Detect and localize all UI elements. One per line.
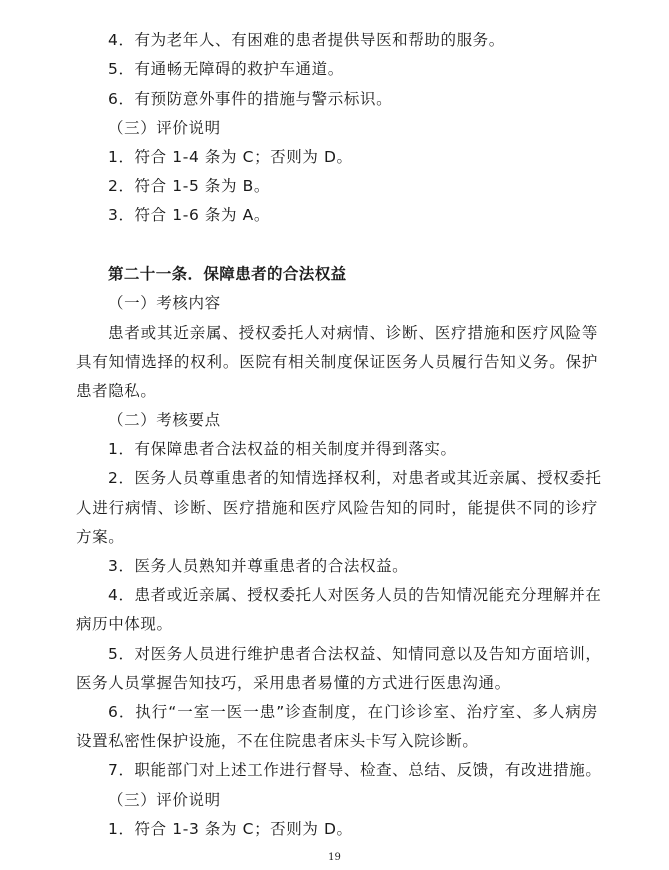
text-line: 患者隐私。: [76, 382, 157, 400]
text-line: 6．执行“一室一医一患”诊查制度，在门诊诊室、治疗室、多人病房: [108, 703, 598, 721]
subsection-heading: （三）评价说明: [108, 119, 221, 137]
text-line: 5．对医务人员进行维护患者合法权益、知情同意以及告知方面培训，: [108, 645, 602, 663]
text-line: 7．职能部门对上述工作进行督导、检查、总结、反馈，有改进措施。: [108, 761, 602, 779]
text-line: 2．医务人员尊重患者的知情选择权利，对患者或其近亲属、授权委托: [108, 469, 602, 487]
article-heading: 第二十一条．保障患者的合法权益: [108, 265, 347, 283]
page-number: 19: [328, 852, 341, 863]
text-line: 2．符合 1-5 条为 B。: [108, 177, 270, 195]
text-line: 3．医务人员熟知并尊重患者的合法权益。: [108, 557, 409, 575]
text-line: 1．有保障患者合法权益的相关制度并得到落实。: [108, 440, 457, 458]
text-line: 具有知情选择的权利。医院有相关制度保证医务人员履行告知义务。保护: [76, 353, 598, 371]
text-line: 患者或其近亲属、授权委托人对病情、诊断、医疗措施和医疗风险等: [108, 324, 598, 342]
text-line: 医务人员掌握告知技巧，采用患者易懂的方式进行医患沟通。: [76, 674, 511, 692]
text-line: 3．符合 1-6 条为 A。: [108, 206, 270, 224]
text-line: 4．有为老年人、有困难的患者提供导医和帮助的服务。: [108, 31, 505, 49]
text-line: 人进行病情、诊断、医疗措施和医疗风险告知的同时，能提供不同的诊疗: [76, 499, 598, 517]
text-line: 5．有通畅无障碍的救护车通道。: [108, 60, 344, 78]
text-line: 方案。: [76, 528, 125, 546]
text-line: 1．符合 1-4 条为 C；否则为 D。: [108, 148, 353, 166]
text-line: 设置私密性保护设施，不在住院患者床头卡写入院诊断。: [76, 732, 479, 750]
text-line: 6．有预防意外事件的措施与警示标识。: [108, 90, 393, 108]
subsection-heading: （一）考核内容: [108, 294, 221, 312]
text-line: 4．患者或近亲属、授权委托人对医务人员的告知情况能充分理解并在: [108, 586, 602, 604]
text-line: 1．符合 1-3 条为 C；否则为 D。: [108, 820, 353, 838]
subsection-heading: （三）评价说明: [108, 791, 221, 809]
text-line: 病历中体现。: [76, 615, 173, 633]
subsection-heading: （二）考核要点: [108, 411, 221, 429]
